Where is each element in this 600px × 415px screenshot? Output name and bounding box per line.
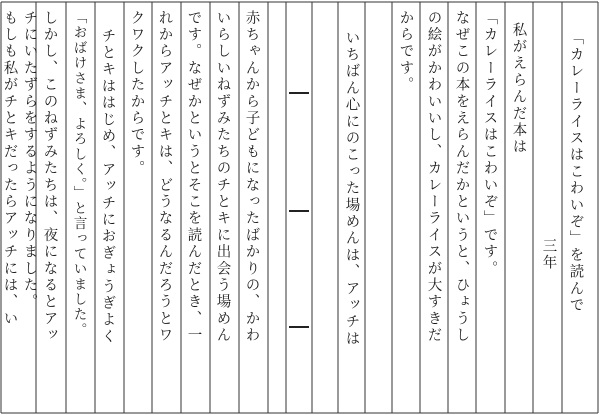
- text-column: 「カレーライスはこわいぞ」です。: [481, 10, 498, 278]
- grade-label: 三年: [540, 238, 557, 272]
- text-column: クワクしたからです。: [128, 10, 145, 177]
- text-column: れからアッチとキは、どうなるんだろうとワ: [156, 10, 173, 344]
- text-column: からです。: [397, 10, 414, 94]
- text-column: いちばん心にのこった場めんは、アッチは: [343, 30, 360, 348]
- text-column: 「おばけさま、よろしく。」と言っていました。: [70, 10, 87, 338]
- text-column: チにいたずらをするようになりました。: [21, 10, 38, 311]
- text-column: の絵がかわいいし、カレーライスが大すきだ: [425, 10, 442, 344]
- center-mark-top: [289, 92, 309, 94]
- text-column: しかし、このねずみたちは、夜になるとアッ: [41, 10, 58, 344]
- text-column: いらしいねずみたちのチとキに出会う場めん: [214, 10, 231, 344]
- center-mark-bottom: [289, 326, 309, 328]
- essay-title: 「カレーライスはこわいぞ」を読んで: [567, 30, 584, 314]
- essay-heading: 私がえらんだ本は: [510, 22, 527, 156]
- text-column: です。なぜかというとそこを読んだとき、一: [185, 10, 202, 344]
- center-mark-middle: [289, 210, 309, 212]
- text-column: 赤ちゃんから子どもになったばかりの、かわ: [243, 10, 260, 344]
- text-column: チとキははじめ、アッチにおぎょうぎよく: [99, 28, 116, 346]
- text-column: なぜこの本をえらんだかというと、ひょうし: [453, 10, 470, 344]
- text-column: もしも私がチとキだったらアッチには、い: [1, 10, 18, 328]
